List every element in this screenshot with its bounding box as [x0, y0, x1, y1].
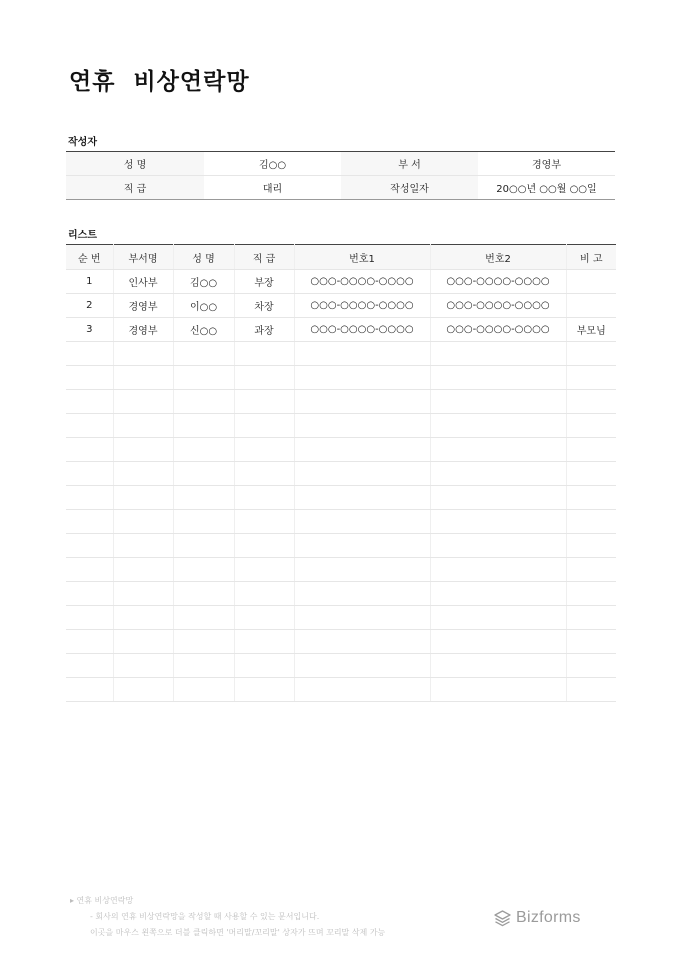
date-value[interactable]: 20○○년 ○○월 ○○일 — [496, 184, 597, 195]
cell-note[interactable] — [566, 462, 616, 486]
cell-note[interactable] — [566, 510, 616, 534]
cell-name[interactable] — [173, 366, 234, 390]
cell-phone2[interactable] — [430, 486, 566, 510]
cell-phone2[interactable] — [430, 534, 566, 558]
cell-position[interactable] — [234, 558, 294, 582]
list-section-label: 리스트 — [68, 230, 97, 241]
author-info-table — [66, 151, 615, 200]
list-header-row — [66, 245, 616, 270]
cell-phone2[interactable] — [430, 654, 566, 678]
cell-department[interactable] — [113, 510, 173, 534]
cell-name[interactable] — [173, 390, 234, 414]
cell-name[interactable] — [173, 630, 234, 654]
cell-phone1[interactable] — [294, 414, 430, 438]
cell-name[interactable] — [173, 678, 234, 702]
table-row — [66, 678, 616, 702]
cell-note[interactable] — [566, 558, 616, 582]
cell-number[interactable] — [66, 630, 113, 654]
cell-position[interactable] — [234, 342, 294, 366]
cell-position[interactable] — [234, 678, 294, 702]
cell-position[interactable] — [234, 534, 294, 558]
cell-note[interactable] — [566, 582, 616, 606]
bizforms-logo — [494, 909, 581, 927]
footer-note — [70, 893, 385, 941]
cell-note[interactable]: 부모님 — [566, 318, 616, 342]
cell-phone1[interactable] — [294, 606, 430, 630]
cell-number[interactable] — [66, 582, 113, 606]
department-label: 부 서 — [341, 152, 478, 176]
cell-number[interactable] — [66, 486, 113, 510]
cell-phone2[interactable] — [430, 342, 566, 366]
cell-number[interactable] — [66, 462, 113, 486]
table-row — [66, 558, 616, 582]
cell-note[interactable] — [566, 366, 616, 390]
table-row — [66, 390, 616, 414]
cell-phone1[interactable] — [294, 654, 430, 678]
table-row — [66, 366, 616, 390]
cell-phone2[interactable]: ○○○-○○○○-○○○○ — [430, 318, 566, 342]
cell-position[interactable]: 과장 — [234, 318, 294, 342]
name-label: 성 명 — [66, 152, 204, 176]
cell-position[interactable] — [234, 438, 294, 462]
cell-position[interactable] — [234, 366, 294, 390]
cell-number[interactable] — [66, 510, 113, 534]
author-section-label: 작성자 — [68, 137, 97, 148]
footer-line-1: - 회사의 연휴 비상연락망을 작성할 때 사용할 수 있는 문서입니다. — [90, 912, 320, 921]
cell-number[interactable] — [66, 678, 113, 702]
table-row — [66, 486, 616, 510]
cell-position[interactable] — [234, 486, 294, 510]
cell-name[interactable] — [173, 438, 234, 462]
cell-name[interactable] — [173, 582, 234, 606]
cell-phone1[interactable]: ○○○-○○○○-○○○○ — [294, 294, 430, 318]
cell-note[interactable] — [566, 654, 616, 678]
cell-number[interactable] — [66, 438, 113, 462]
cell-name[interactable]: 이○○ — [173, 294, 234, 318]
cell-phone1[interactable] — [294, 510, 430, 534]
cell-department[interactable] — [113, 462, 173, 486]
table-row — [66, 414, 616, 438]
cell-name[interactable] — [173, 654, 234, 678]
cell-note[interactable] — [566, 294, 616, 318]
cell-phone1[interactable] — [294, 486, 430, 510]
cell-department[interactable] — [113, 534, 173, 558]
cell-phone1[interactable] — [294, 438, 430, 462]
cell-note[interactable] — [566, 606, 616, 630]
cell-number[interactable]: 1 — [66, 270, 113, 294]
cell-department[interactable]: 경영부 — [113, 294, 173, 318]
cell-note[interactable] — [566, 390, 616, 414]
date-label: 작성일자 — [341, 176, 478, 200]
cell-phone1[interactable]: ○○○-○○○○-○○○○ — [294, 318, 430, 342]
table-row — [66, 510, 616, 534]
cell-phone2[interactable] — [430, 414, 566, 438]
cell-note[interactable] — [566, 342, 616, 366]
cell-position[interactable] — [234, 510, 294, 534]
contact-list-table — [66, 244, 616, 702]
cell-phone1[interactable] — [294, 678, 430, 702]
author-row — [66, 176, 615, 200]
cell-department[interactable] — [113, 414, 173, 438]
table-row — [66, 606, 616, 630]
cell-position[interactable] — [234, 414, 294, 438]
name-value[interactable]: 김○○ — [204, 152, 341, 176]
cell-note[interactable] — [566, 630, 616, 654]
cell-name[interactable] — [173, 534, 234, 558]
document-title: 연휴 비상연락망 — [69, 69, 250, 95]
cell-number[interactable] — [66, 654, 113, 678]
cell-position[interactable] — [234, 462, 294, 486]
cell-position[interactable] — [234, 582, 294, 606]
cell-name[interactable]: 신○○ — [173, 318, 234, 342]
cell-phone1[interactable] — [294, 534, 430, 558]
cell-number[interactable] — [66, 366, 113, 390]
cell-note[interactable] — [566, 438, 616, 462]
cell-department[interactable] — [113, 654, 173, 678]
cell-phone2[interactable] — [430, 606, 566, 630]
cell-phone2[interactable] — [430, 390, 566, 414]
cell-department[interactable] — [113, 438, 173, 462]
cell-name[interactable] — [173, 414, 234, 438]
cell-name[interactable] — [173, 558, 234, 582]
cell-phone2[interactable] — [430, 462, 566, 486]
position-label: 직 급 — [66, 176, 204, 200]
stacked-layers-icon — [494, 910, 511, 927]
cell-phone2[interactable] — [430, 366, 566, 390]
cell-department[interactable] — [113, 390, 173, 414]
author-row — [66, 152, 615, 176]
table-row — [66, 582, 616, 606]
cell-department[interactable]: 경영부 — [113, 318, 173, 342]
header-number: 순 번 — [66, 245, 113, 270]
table-row — [66, 318, 616, 342]
table-row — [66, 534, 616, 558]
cell-phone1[interactable] — [294, 342, 430, 366]
cell-department[interactable] — [113, 366, 173, 390]
table-row — [66, 630, 616, 654]
cell-department[interactable] — [113, 342, 173, 366]
cell-phone1[interactable]: ○○○-○○○○-○○○○ — [294, 270, 430, 294]
table-row — [66, 342, 616, 366]
cell-name[interactable] — [173, 606, 234, 630]
list-body — [66, 270, 616, 702]
cell-number[interactable]: 2 — [66, 294, 113, 318]
cell-department[interactable] — [113, 558, 173, 582]
cell-phone2[interactable]: ○○○-○○○○-○○○○ — [430, 294, 566, 318]
logo-text: Bizforms — [516, 909, 581, 926]
cell-phone1[interactable] — [294, 630, 430, 654]
cell-number[interactable] — [66, 342, 113, 366]
cell-phone2[interactable] — [430, 438, 566, 462]
cell-number[interactable] — [66, 414, 113, 438]
cell-position[interactable] — [234, 390, 294, 414]
cell-note[interactable] — [566, 270, 616, 294]
cell-phone2[interactable] — [430, 558, 566, 582]
cell-number[interactable] — [66, 558, 113, 582]
cell-position[interactable]: 부장 — [234, 270, 294, 294]
table-row — [66, 294, 616, 318]
position-value[interactable]: 대리 — [262, 184, 283, 195]
header-department: 부서명 — [113, 245, 173, 270]
cell-name[interactable]: 김○○ — [173, 270, 234, 294]
cell-department[interactable] — [113, 486, 173, 510]
cell-number[interactable] — [66, 534, 113, 558]
cell-department[interactable] — [113, 678, 173, 702]
cell-note[interactable] — [566, 486, 616, 510]
header-position: 직 급 — [234, 245, 294, 270]
cell-position[interactable] — [234, 606, 294, 630]
cell-department[interactable] — [113, 582, 173, 606]
cell-name[interactable] — [173, 462, 234, 486]
header-phone1: 번호1 — [294, 245, 430, 270]
cell-name[interactable] — [173, 510, 234, 534]
cell-department[interactable]: 인사부 — [113, 270, 173, 294]
cell-phone1[interactable] — [294, 558, 430, 582]
cell-number[interactable] — [66, 606, 113, 630]
cell-note[interactable] — [566, 534, 616, 558]
cell-note[interactable] — [566, 678, 616, 702]
cell-phone1[interactable] — [294, 366, 430, 390]
table-row — [66, 270, 616, 294]
table-row — [66, 438, 616, 462]
header-name: 성 명 — [173, 245, 234, 270]
cell-number[interactable]: 3 — [66, 318, 113, 342]
cell-phone1[interactable] — [294, 390, 430, 414]
cell-phone2[interactable] — [430, 630, 566, 654]
cell-phone2[interactable] — [430, 582, 566, 606]
table-row — [66, 654, 616, 678]
cell-position[interactable] — [234, 630, 294, 654]
header-note: 비 고 — [566, 245, 616, 270]
cell-position[interactable] — [234, 654, 294, 678]
cell-department[interactable] — [113, 606, 173, 630]
cell-phone2[interactable] — [430, 510, 566, 534]
header-phone2: 번호2 — [430, 245, 566, 270]
footer-line-2[interactable]: 이곳을 마우스 왼쪽으로 더블 클릭하면 '머리말/꼬리말' 상자가 뜨며 꼬리말 삭제 가능 — [90, 928, 386, 937]
footer-heading: ▸ 연휴 비상연락망 — [70, 896, 134, 905]
cell-department[interactable] — [113, 630, 173, 654]
cell-phone2[interactable] — [430, 678, 566, 702]
cell-number[interactable] — [66, 390, 113, 414]
department-value[interactable]: 경영부 — [478, 152, 615, 176]
cell-phone2[interactable]: ○○○-○○○○-○○○○ — [430, 270, 566, 294]
cell-name[interactable] — [173, 342, 234, 366]
cell-note[interactable] — [566, 414, 616, 438]
cell-phone1[interactable] — [294, 462, 430, 486]
table-row — [66, 462, 616, 486]
cell-phone1[interactable] — [294, 582, 430, 606]
cell-position[interactable]: 차장 — [234, 294, 294, 318]
cell-name[interactable] — [173, 486, 234, 510]
